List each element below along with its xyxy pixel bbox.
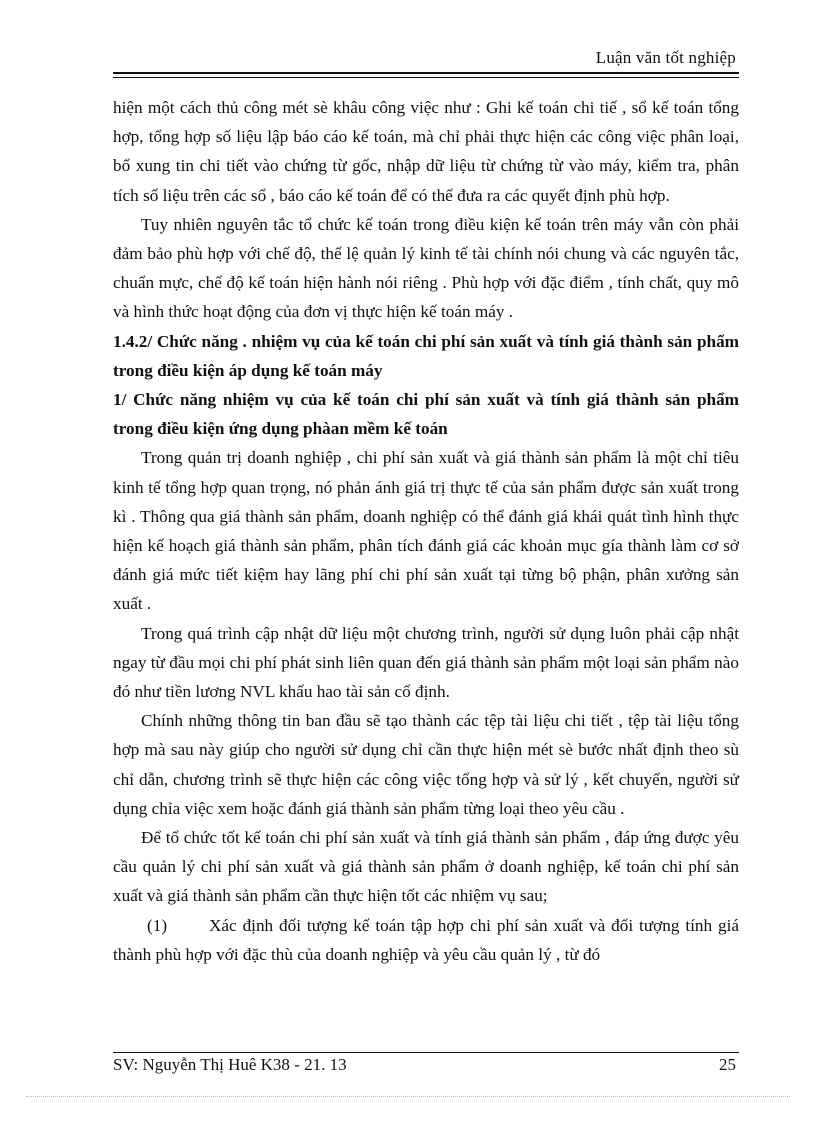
footer-author: SV: Nguyễn Thị Huê K38 - 21. 13 [113,1055,347,1074]
footer-rule [113,1052,739,1053]
paragraph-principles: Tuy nhiên nguyên tắc tổ chức kế toán trong điều kiện kế toán trên máy vẫn còn phải đảm bảo phù hợp với chế độ, thể lệ quản lý kinh tế tài chính nói chung và các nguyên tắc, chuẩn mực, chế độ kế toán hiện hành nói riêng . Phù hợp với đặc điểm , tính chất, quy mô và hình thức hoạt động của đơn vị thực hiện kế toán máy . [113,214,739,322]
subsection-heading-1: 1/ Chức năng nhiệm vụ của kế toán chi phí sản xuất và tính giá thành sản phẩm trong điều kiện ứng dụng phàan mềm kế toán [113,390,739,439]
paragraph-data-update: Trong quá trình cập nhật dữ liệu một chương trình, người sử dụng luôn phải cập nhật ngay từ đầu mọi chi phí phát sinh liên quan đến giá thành sản phẩm một loại sản phẩm nào đó như tiền lương NVL khấu hao tài sản cố định. [113,623,739,702]
header-double-rule [113,72,739,78]
paragraph-management: Trong quản trị doanh nghiệp , chi phí sản xuất và giá thành sản phẩm là một chỉ tiêu kinh tế tổng hợp quan trọng, nó phản ánh giá trị thực tế của sản phẩm được sản xuất trong kì . Thông qua giá thành sản phẩm, doanh nghiệp có thể đánh giá khái quát tình hình thực hiện kế hoạch giá thành sản phẩm, phân tích đánh giá các khoản mục gía thành làm cơ sở đánh giá mức tiết kiệm hay lãng phí chi phí sản xuất tại từng bộ phận, phân xưởng sản xuất . [113,448,739,614]
footer-page-number: 25 [719,1055,736,1074]
document-body [113,93,739,969]
running-header-title: Luận văn tốt nghiệp [595,48,736,67]
list-item-1 [113,911,739,969]
page-edge-divider [26,1096,790,1097]
paragraph-tasks-intro: Để tổ chức tốt kế toán chi phí sản xuất và tính giá thành sản phẩm , đáp ứng được yêu cầu quản lý chi phí sản xuất và giá thành sản phẩm ở doanh nghiệp, kế toán chi phí sản xuất và giá thành sản phẩm cần thực hiện tốt các nhiệm vụ sau; [113,828,739,906]
section-heading-1-4-2: 1.4.2/ Chức năng . nhiệm vụ của kế toán chi phí sản xuất và tính giá thành sản phẩm trong điều kiện áp dụng kế toán máy [113,331,739,380]
paragraph-continuation: hiện một cách thủ công mét sè khâu công việc như : Ghi kế toán chi tiế , sổ kế toán tổng hợp, tổng hợp số liệu lập báo cáo kế toán, mà chỉ phải thực hiện các công việc phân loại, bổ xung tin chi tiết vào chứng từ gốc, nhập dữ liệu từ chứng từ vào máy, kiểm tra, phân tích số liệu trên các sổ , báo cáo kế toán để có thể đưa ra các quyết định phù hợp. [113,98,739,205]
list-item-text: Xác định đối tượng kế toán tập hợp chi phí sản xuất và đối tượng tính giá thành phù hợp với đặc thù của doanh nghiệp và yêu cầu quản lý , từ đó [113,915,739,964]
paragraph-initial-info: Chính những thông tin ban đầu sẽ tạo thành các tệp tài liệu chi tiết , tệp tài liệu tổng hợp mà sau này giúp cho người sử dụng chỉ cần thực hiện mét sè bước nhất định theo sù chỉ dẫn, chương trình sẽ thực hiện các công việc tổng hợp và sử lý , kết chuyển, người sử dụng chỉa việc xem hoặc đánh giá thành sản phẩm từng loại theo yêu cầu . [113,711,739,818]
list-item-number: (1) [147,915,168,935]
